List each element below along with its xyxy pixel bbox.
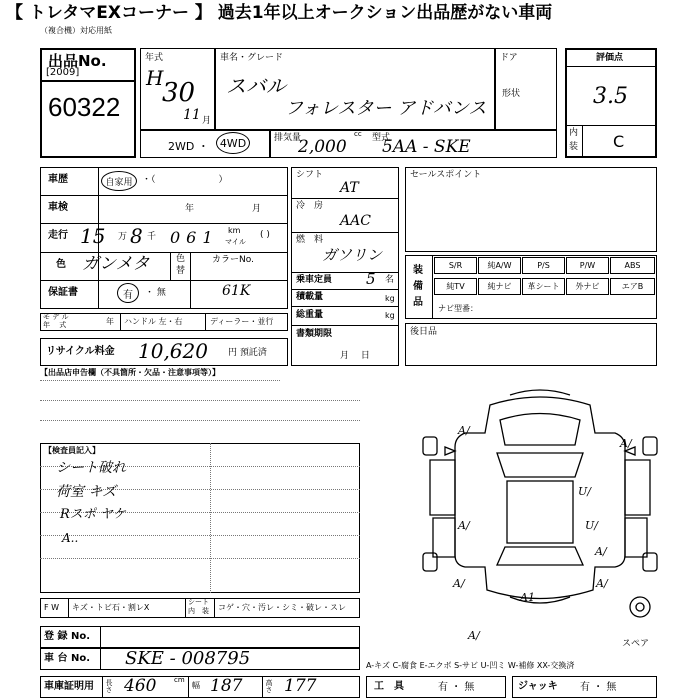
year-value: 30 [162, 78, 196, 108]
mileage-label: 走行 [48, 230, 68, 241]
paint-label-2: 替 [176, 266, 186, 276]
inspector-note-2: 荷室 キズ [56, 484, 117, 500]
height-value: 177 [284, 676, 317, 696]
equipment-abs: ABS [610, 257, 655, 274]
equipment-navi: 純ナビ [478, 278, 521, 295]
car-diagram [415, 385, 665, 635]
ac-label: 冷 房 [296, 201, 324, 211]
cert-label: 車庫証明用 [44, 681, 94, 692]
seat-items: コゲ・穴・汚レ・シミ・破レ・スレ [218, 603, 346, 612]
mark-front-left: A/ [458, 424, 470, 437]
equipment-leather: 革シート [522, 278, 565, 295]
year-label: 年式 [145, 53, 164, 63]
mark-right-door: A/ [595, 545, 607, 558]
mark-rear-center: A1 [520, 591, 535, 604]
shift-label: シフト [296, 170, 324, 180]
mark-left-rear: A/ [453, 577, 465, 590]
shape-label: 形状 [502, 89, 521, 99]
displacement-unit: cc [354, 130, 362, 138]
weight-label: 総重量 [296, 310, 324, 320]
sales-point-label: セールスポイント [410, 170, 482, 180]
score-label: 評価点 [596, 53, 624, 63]
jack-label: ジャッキ [518, 681, 558, 692]
mileage-unit-bottom: マイル [225, 238, 246, 246]
lot-code: [2009] [46, 67, 80, 78]
dealer-option: ディーラー・並行 [210, 317, 274, 326]
mark-right-bumper: A/ [596, 577, 608, 590]
year-month: 11 [183, 107, 201, 123]
inspector-note-4: A.. [62, 531, 79, 545]
lot-number: 60322 [48, 92, 121, 122]
warranty-rest: ・ 無 [145, 288, 166, 298]
reg-no-label: 登 録 No. [44, 631, 91, 642]
equipment-label-1: 装 [413, 265, 423, 276]
mark-right-rear: U/ [585, 519, 598, 532]
fuel-value: ガソリン [322, 246, 383, 264]
capacity-unit: 名 [385, 275, 395, 285]
mileage-value-b: 8 [130, 224, 143, 248]
registration-unit: 月 日 [340, 351, 370, 361]
capacity-label: 乗車定員 [296, 275, 333, 285]
inspection-year-unit: 年 [185, 204, 195, 214]
displacement-value: 2,000 [298, 137, 347, 157]
equipment-tv: 純TV [434, 278, 477, 295]
equipment-power-steering: P/S [522, 257, 565, 274]
jack-value: 有 ・ 無 [580, 682, 617, 693]
equipment-sunroof: S/R [434, 257, 477, 274]
sheet-header-title: 【 トレタマEXコーナー 】 過去1年以上オークション出品歴がない車両 [6, 3, 553, 23]
drive-label: 2WD ・ [168, 140, 209, 153]
mark-left-door: A/ [458, 519, 470, 532]
chassis-label: 車 台 No. [44, 653, 91, 664]
shift-value: AT [340, 180, 359, 196]
model-maker: スバル [226, 74, 286, 98]
tools-value: 有 ・ 無 [438, 682, 475, 693]
recycle-value: 10,620 [138, 339, 208, 363]
inspection-label: 車検 [48, 202, 68, 213]
load-unit: kg [385, 294, 395, 303]
model-year-label-1: モ デ ル [43, 313, 69, 321]
length-value: 460 [124, 676, 157, 696]
handle-option: ハンドル 左・右 [124, 317, 183, 326]
inspector-label: 【検査員記入】 [44, 446, 100, 455]
history-label: 車歴 [48, 174, 68, 185]
fuel-label: 燃 料 [296, 235, 324, 245]
length-unit: cm [174, 676, 185, 684]
navi-model-label: ナビ型番： [438, 304, 478, 313]
inspection-month-unit: 月 [252, 204, 262, 214]
mileage-unit-top: km [228, 226, 241, 235]
lot-label: 出品No. [48, 52, 107, 70]
model-type-value: 5AA - SKE [382, 137, 471, 157]
mileage-sen: 千 [147, 232, 157, 242]
equipment-label-2: 備 [413, 281, 423, 292]
model-label: 車名・グレード [220, 53, 284, 63]
equipment-power-windows: P/W [566, 257, 609, 274]
height-label: 高さ [265, 679, 273, 693]
warranty-selected: 有 [117, 283, 139, 303]
mileage-value-c: 061 [170, 228, 219, 247]
color-no-label: カラーNo. [212, 255, 254, 265]
color-no-value: 61K [222, 283, 251, 299]
color-value: ガンメタ [82, 254, 150, 274]
fw-items: キズ・トビ石・割レX [72, 603, 150, 612]
aftermarket-label: 後日品 [410, 327, 438, 337]
model-type-label: 型式 [372, 133, 391, 143]
interior-value: C [613, 132, 625, 151]
history-rest: ・（ ） [142, 175, 228, 185]
inspector-note-3: Rスポ ヤケ [60, 507, 126, 522]
ac-value: AAC [340, 213, 371, 229]
tools-label: 工 具 [374, 681, 404, 692]
mileage-man: 万 [118, 232, 128, 242]
fw-label: F W [44, 603, 60, 612]
drive-selected: 4WD [216, 132, 250, 154]
color-label: 色 [56, 259, 66, 270]
equipment-aftermarket-navi: 外ナビ [566, 278, 609, 295]
year-month-unit: 月 [202, 116, 212, 126]
equipment-label-3: 品 [413, 297, 423, 308]
year-era: H [146, 66, 164, 90]
spare-label: スペア [622, 639, 650, 649]
door-label: ドア [500, 53, 518, 63]
seat-label-1: シート [188, 598, 209, 606]
interior-label-2: 装 [569, 142, 579, 152]
history-selected: 自家用 [101, 171, 137, 191]
recycle-unit: 円 預託済 [228, 348, 267, 358]
chassis-value: SKE - 008795 [125, 648, 251, 669]
mark-right-front-door: U/ [578, 485, 591, 498]
paint-label-1: 色 [176, 254, 186, 264]
displacement-label: 排気量 [274, 133, 302, 143]
mark-rear-below: A/ [468, 629, 480, 642]
score-value: 3.5 [593, 84, 628, 109]
registration-label: 書類期限 [296, 329, 333, 339]
defect-code-legend: A-キズ C-腐食 E-エクボ S-サビ U-凹ミ W-補修 XX-交換済 [366, 661, 575, 670]
interior-label-1: 内 [569, 128, 579, 138]
recycle-label: リサイクル料金 [46, 346, 115, 357]
length-label: 長さ [105, 679, 113, 693]
width-label: 幅 [192, 681, 200, 690]
load-label: 積載量 [296, 292, 324, 302]
mileage-value-a: 15 [80, 224, 106, 248]
model-year-label-2: 年 式 [43, 321, 67, 329]
capacity-value: 5 [366, 270, 376, 288]
width-value: 187 [210, 676, 243, 696]
warranty-label: 保証書 [48, 287, 78, 298]
clip-top-text: （複合機）対応用紙 [40, 26, 112, 35]
mark-front-right: A/ [620, 437, 632, 450]
model-name: フォレスター アドバンス [285, 98, 487, 119]
weight-unit: kg [385, 311, 395, 320]
declaration-label: 【出品店申告欄（不具箇所・欠品・注意事項等）】 [40, 368, 220, 377]
seat-label-2: 内 装 [188, 607, 209, 615]
model-year-unit: 年 [106, 317, 114, 326]
inspector-note-1: シート破れ [56, 460, 126, 476]
equipment-alloy-wheels: 純A/W [478, 257, 521, 274]
aftermarket-box [405, 323, 657, 366]
equipment-airbag: エアB [610, 278, 655, 295]
